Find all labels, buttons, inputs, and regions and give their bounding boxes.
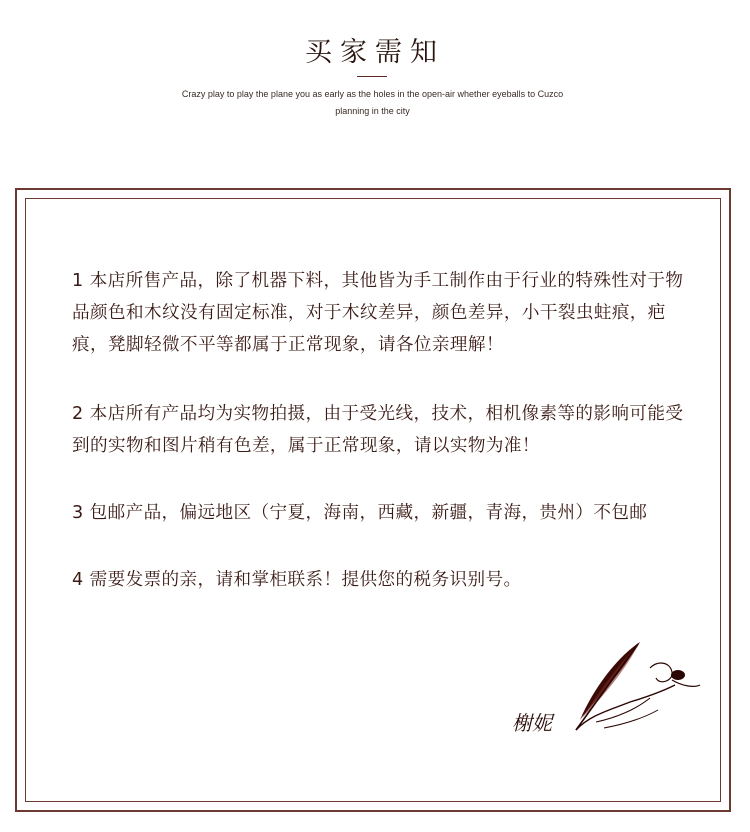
notice-item-2: 2 本店所有产品均为实物拍摄，由于受光线，技术，相机像素等的影响可能受到的实物和图片稍有色差，属于正常现象，请以实物为准！ [72, 404, 684, 456]
page-subtitle: Crazy play to play the plane you as early as the holes in the open-air whether eyeballs to Cuzco planning in the city [181, 89, 564, 116]
notice-item-1: 1 本店所售产品，除了机器下料，其他皆为手工制作由于行业的特殊性对于物品颜色和木纹没有固定标准，对于木纹差异，颜色差异，小干裂虫蛀痕，疤痕，凳脚轻微不平等都属于正常现象，请各位亲理解！ [72, 271, 684, 355]
notice-item-3: 3 包邮产品，偏远地区（宁夏，海南，西藏，新疆，青海，贵州）不包邮 [72, 503, 648, 523]
notice-item-4: 4 需要发票的亲，请和掌柜联系！提供您的税务识别号。 [72, 570, 522, 590]
page-title: 买家需知 [305, 37, 445, 68]
title-divider [357, 76, 387, 77]
signature: 榭妮 [512, 711, 552, 735]
